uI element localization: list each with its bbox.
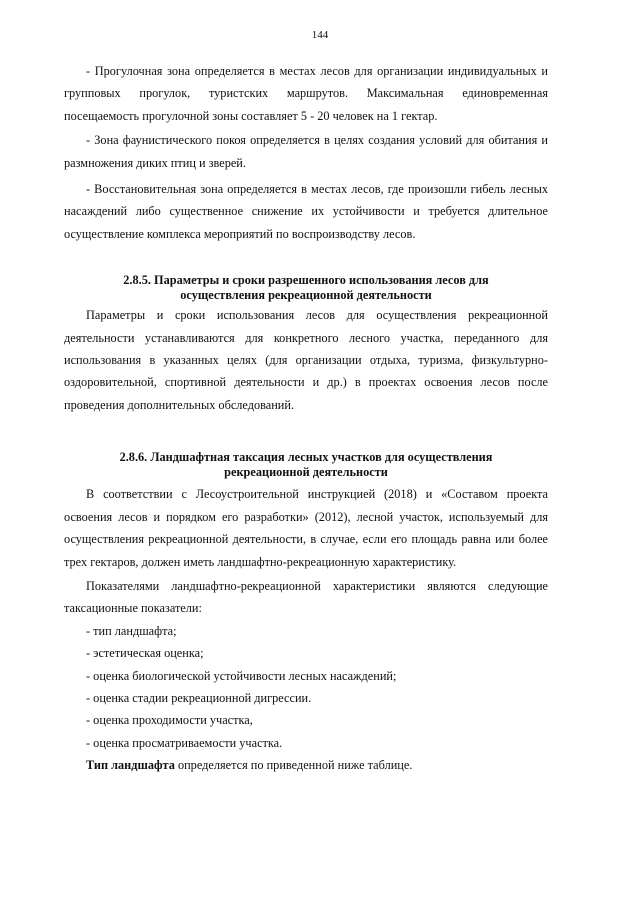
section-2-8-6-paragraph-2: Показателями ландшафтно-рекреационной характеристики являются следующие таксационные показатели: (64, 578, 548, 616)
zone-fauna-paragraph: - Зона фаунистического покоя определяется в целях создания условий для обитания и размножения диких птиц и зверей. (64, 133, 548, 170)
indicator-list-item: - оценка стадии рекреационной дигрессии. (86, 690, 312, 705)
landscape-type-rest: определяется по приведенной ниже таблице. (174, 758, 413, 773)
indicator-list-item: - эстетическая оценка; (86, 646, 204, 661)
zone-restoration-paragraph: - Восстановительная зона определяется в местах лесов, где произошли гибель лесных насаждений либо существенное снижение их устойчивости и требуется длительное осуществление комплекса мероприятий по воспроизводству лесов. (64, 182, 548, 241)
landscape-type-paragraph (64, 754, 548, 776)
section-2-8-5-paragraph: Параметры и сроки использования лесов для осуществления рекреационной деятельности устанавливаются для конкретного лесного участка, переданного для использования в указанных целях (для организации отдыха, туризма, физкультурно-оздоровительной, спортивной деятельности и др.) в проектах освоения лесов после проведения дополнительных обследований. (64, 308, 548, 412)
landscape-type-term: Тип ландшафта (86, 758, 175, 773)
section-heading-2-8-6-line1: 2.8.6. Ландшафтная таксация лесных участков для осуществления (119, 450, 493, 465)
page-content (64, 60, 548, 777)
section-2-8-6-paragraph-1: В соответствии с Лесоустроительной инструкцией (2018) и «Составом проекта освоения лесов и порядком его разработки» (2012), лесной участок, используемый для осуществления рекреационной деятельности, в случае, если его площадь равна или более трех гектаров, должен иметь ландшафтно-рекреационную характеристику. (64, 487, 548, 569)
zone-walking-paragraph: - Прогулочная зона определяется в местах лесов для организации индивидуальных и групповых прогулок, туристских маршрутов. Максимальная единовременная посещаемость прогулочной зоны составляет 5 - 20 человек на 1 гектар. (64, 64, 548, 123)
section-heading-2-8-6-line2: рекреационной деятельности (224, 465, 388, 480)
section-heading-2-8-5 (64, 273, 548, 303)
indicator-list-item: - оценка биологической устойчивости лесных насаждений; (86, 668, 397, 683)
section-heading-2-8-5-line1: 2.8.5. Параметры и сроки разрешенного использования лесов для (123, 273, 489, 288)
section-heading-2-8-6 (64, 450, 548, 480)
indicator-list-item: - оценка проходимости участка, (86, 713, 253, 728)
section-heading-2-8-5-line2: осуществления рекреационной деятельности (180, 288, 432, 303)
indicator-list-item: - оценка просматриваемости участка. (86, 735, 283, 750)
page-number: 144 (311, 29, 329, 41)
indicator-list-item: - тип ландшафта; (86, 623, 177, 638)
